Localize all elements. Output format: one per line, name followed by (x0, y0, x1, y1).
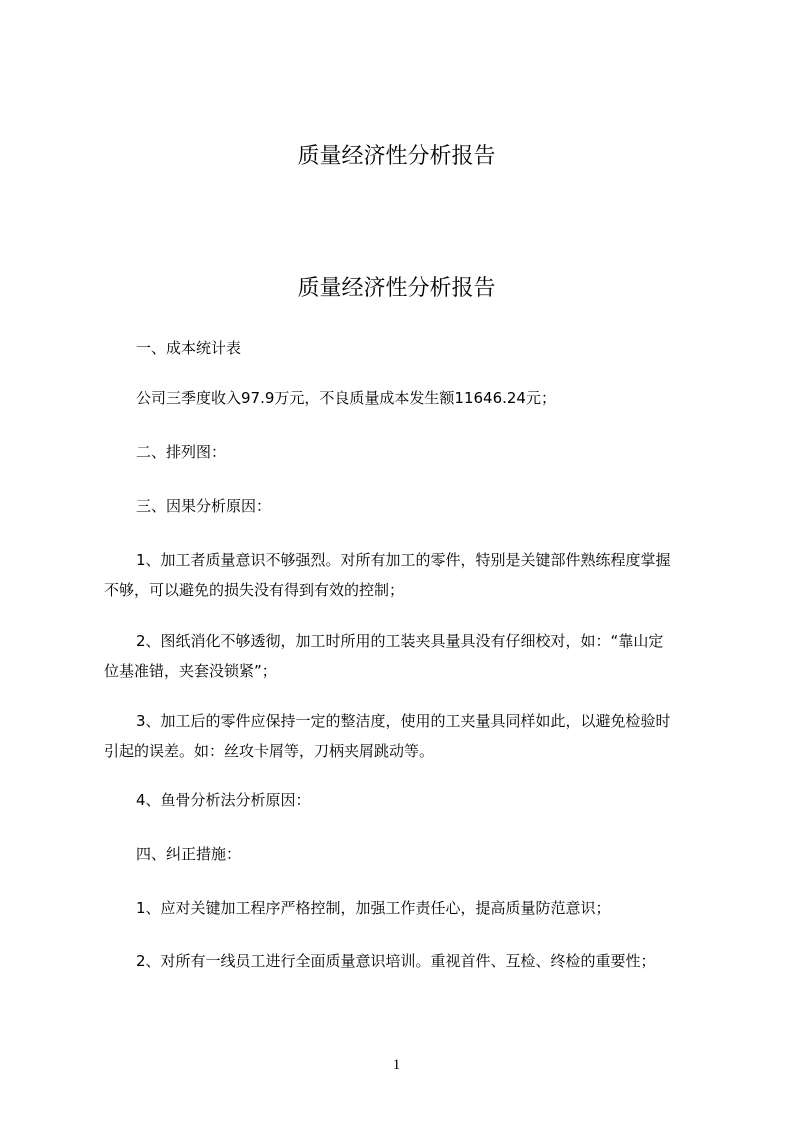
correction-item-2: 2、对所有一线员工进行全面质量意识培训。重视首件、互检、终检的重要性； (136, 952, 656, 970)
cause-item-1-line-1: 1、加工者质量意识不够强烈。对所有加工的零件，特别是关键部件熟练程度掌握 (136, 551, 671, 569)
cause-item-3-line-1: 3、加工后的零件应保持一定的整洁度，使用的工夹量具同样如此，以避免检验时 (136, 712, 671, 730)
header-title: 质量经济性分析报告 (297, 144, 496, 169)
cause-item-3-line-2: 引起的误差。如：丝攻卡屑等，刀柄夹屑跳动等。 (104, 742, 435, 760)
cause-item-2 (104, 626, 724, 686)
cause-item-1-line-2: 不够，可以避免的损失没有得到有效的控制； (104, 581, 405, 599)
correction-item-1: 1、应对关键加工程序严格控制，加强工作责任心，提高质量防范意识； (136, 899, 611, 917)
correction-heading: 四、纠正措施： (136, 845, 242, 863)
cause-heading: 三、因果分析原因： (136, 497, 272, 515)
cause-item-3 (104, 706, 724, 766)
cause-item-1 (104, 545, 724, 605)
pareto-heading: 二、排列图： (136, 443, 227, 461)
cost-heading: 一、成本统计表 (136, 339, 242, 357)
page-number: 1 (392, 1057, 401, 1073)
cause-item-2-line-2: 位基准错，夹套没锁紧”； (104, 662, 277, 680)
cause-item-2-line-1: 2、图纸消化不够透彻，加工时所用的工装夹具量具没有仔细校对，如：“靠山定 (136, 632, 664, 650)
main-title: 质量经济性分析报告 (297, 276, 496, 301)
fishbone-heading: 4、鱼骨分析法分析原因： (136, 791, 311, 809)
cost-text: 公司三季度收入97.9万元，不良质量成本发生额11646.24元； (136, 389, 556, 407)
